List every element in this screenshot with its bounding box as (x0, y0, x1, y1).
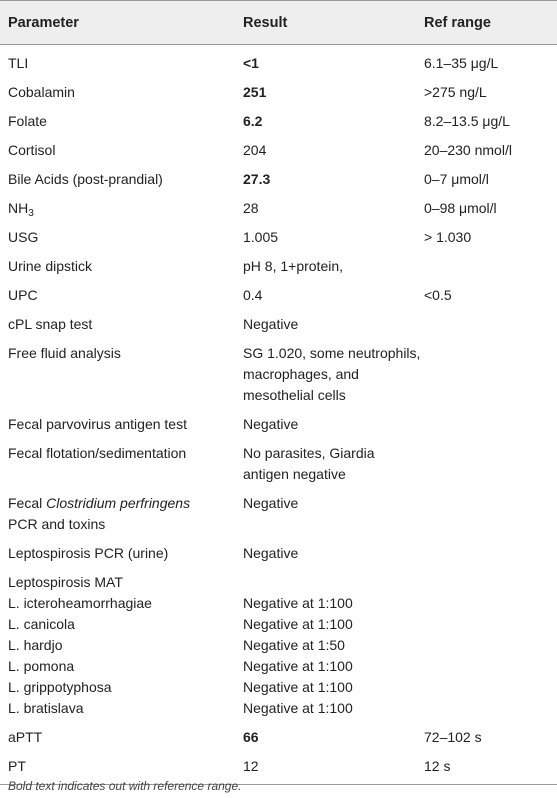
parameter-cell: Bile Acids (post-prandial) (8, 171, 163, 187)
parameter-cell: L. icteroheamorrhagiae (8, 595, 152, 611)
ref-range-cell (424, 568, 557, 593)
ref-range-cell (424, 698, 557, 723)
parameter-cell: UPC (8, 287, 38, 303)
parameter-cell: L. grippotyphosa (8, 679, 112, 695)
parameter-organism-name: Clostridium perfringens (46, 495, 191, 511)
result-cell: 6.2 (243, 113, 263, 129)
parameter-main-text: NH (8, 200, 29, 216)
parameter-cell: USG (8, 229, 39, 245)
table-row (0, 223, 557, 252)
table-row (0, 165, 557, 194)
ref-range-cell (424, 310, 557, 339)
result-cell: 27.3 (243, 171, 271, 187)
table-row (0, 635, 557, 656)
parameter-cell: TLI (8, 55, 29, 71)
ref-range-cell: > 1.030 (424, 229, 472, 245)
table-row (0, 78, 557, 107)
result-cell: 66 (243, 729, 259, 745)
result-cell: pH 8, 1+protein, (243, 258, 344, 274)
table-footnote: Bold text indicates out with reference range. (8, 779, 242, 793)
parameter-cell: Cobalamin (8, 84, 75, 100)
parameter-cell: PT (0, 752, 243, 785)
parameter-cell: Folate (8, 113, 47, 129)
ref-range-cell: 12 s (424, 752, 557, 785)
ref-range-cell (424, 656, 557, 677)
ref-range-cell: >275 ng/L (424, 84, 487, 100)
table-row (0, 614, 557, 635)
header-parameter: Parameter (0, 1, 243, 45)
parameter-cell: Leptospirosis PCR (urine) (8, 545, 169, 561)
table-row (0, 677, 557, 698)
ref-range-cell: 6.1–35 μg/L (424, 55, 499, 71)
parameter-cell: L. hardjo (8, 637, 63, 653)
table-row (0, 656, 557, 677)
table-row (0, 439, 557, 489)
table-row (0, 568, 557, 593)
result-cell: 28 (243, 200, 259, 216)
ref-range-cell (424, 339, 557, 410)
ref-range-cell (424, 539, 557, 568)
table-row (0, 136, 557, 165)
table-row (0, 194, 557, 223)
result-cell (243, 568, 424, 593)
ref-range-cell (424, 489, 557, 539)
ref-range-cell (424, 635, 557, 656)
ref-range-cell (424, 410, 557, 439)
ref-range-cell (424, 677, 557, 698)
table-header (0, 1, 557, 45)
parameter-cell: Fecal parvovirus antigen test (8, 416, 187, 432)
parameter-prefix: Fecal (8, 495, 47, 511)
result-cell: Negative (243, 416, 299, 432)
result-cell: 251 (243, 84, 267, 100)
header-row (0, 1, 557, 45)
ref-range-cell: 8.2–13.5 μg/L (424, 113, 510, 129)
result-cell: 0.4 (243, 287, 263, 303)
result-cell: 1.005 (243, 229, 279, 245)
ref-range-cell (424, 614, 557, 635)
table-row (0, 723, 557, 752)
table-row (0, 593, 557, 614)
table-row (0, 489, 557, 539)
result-cell: 12 (243, 752, 424, 785)
parameter-cell: Free fluid analysis (8, 345, 121, 361)
result-cell: Negative at 1:100 (243, 595, 353, 611)
ref-range-cell: 72–102 s (424, 729, 482, 745)
table-row (0, 410, 557, 439)
parameter-cell: Leptospirosis MAT (8, 574, 123, 590)
result-cell: 204 (243, 142, 267, 158)
table-row (0, 107, 557, 136)
parameter-cell: L. bratislava (8, 700, 84, 716)
parameter-cell: L. pomona (8, 658, 75, 674)
result-cell: Negative at 1:50 (243, 637, 345, 653)
ref-range-cell (424, 252, 557, 281)
parameter-suffix: PCR and toxins (8, 516, 106, 532)
result-cell: Negative at 1:100 (243, 616, 353, 632)
parameter-cell: Fecal flotation/sedimentation (8, 445, 187, 461)
table-row (0, 310, 557, 339)
table-row (0, 539, 557, 568)
result-cell: Negative at 1:100 (243, 700, 353, 716)
parameter-cell: L. canicola (8, 616, 75, 632)
result-cell: Negative (243, 316, 299, 332)
ref-range-cell: 0–7 μmol/l (424, 171, 489, 187)
parameter-cell: aPTT (8, 729, 43, 745)
result-cell: Negative (243, 545, 299, 561)
table-row (0, 281, 557, 310)
result-cell: Negative (243, 495, 299, 511)
table-row (0, 252, 557, 281)
parameter-subscript: 3 (28, 208, 34, 219)
parameter-cell: cPL snap test (8, 316, 93, 332)
parameter-cell (0, 489, 243, 539)
result-cell: <1 (243, 55, 259, 71)
ref-range-cell: <0.5 (424, 287, 452, 303)
result-cell: No parasites, Giardia antigen negative (243, 445, 375, 482)
result-cell: SG 1.020, some neutrophils, macrophages, and mesothelial cells (243, 345, 421, 403)
parameter-cell: Urine dipstick (8, 258, 93, 274)
result-cell: Negative at 1:100 (243, 658, 353, 674)
table-row (0, 45, 557, 79)
table-row (0, 698, 557, 723)
table-body (0, 45, 557, 785)
ref-range-cell (424, 439, 557, 489)
result-cell: Negative at 1:100 (243, 679, 353, 695)
ref-range-cell: 0–98 μmol/l (424, 200, 497, 216)
ref-range-cell (424, 593, 557, 614)
ref-range-cell: 20–230 nmol/l (424, 142, 512, 158)
table-row (0, 339, 557, 410)
header-ref-range: Ref range (424, 1, 557, 45)
parameter-cell: Cortisol (8, 142, 56, 158)
parameter-cell (0, 194, 243, 223)
header-result: Result (243, 1, 424, 45)
